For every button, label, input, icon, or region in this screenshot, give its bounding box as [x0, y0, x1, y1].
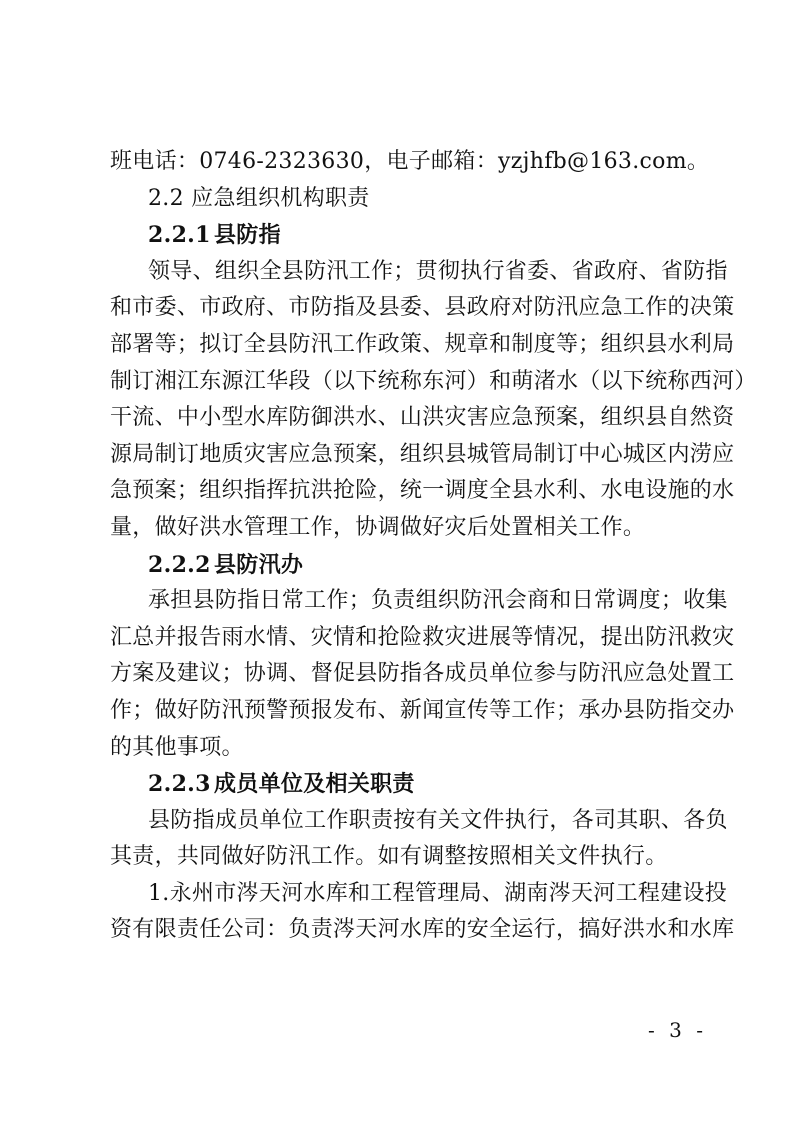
paragraph-line: 干流、中小型水库防御洪水、山洪灾害应急预案，组织县自然资 — [110, 405, 735, 431]
page-content — [110, 144, 757, 949]
subsection-title: 成员单位及相关职责 — [214, 771, 415, 798]
subsection-heading-2-2-3 — [110, 766, 695, 803]
paragraph-line: 1.永州市涔天河水库和工程管理局、湖南涔天河工程建设投 — [148, 880, 728, 906]
paragraph-line: 源局制订地质灾害应急预案，组织县城管局制订中心城区内涝应 — [110, 441, 735, 467]
section-heading-2-2: 2.2 应急组织机构职责 — [148, 185, 370, 211]
paragraph-line: 部署等；拟订全县防汛工作政策、规章和制度等；组织县水利局 — [110, 331, 735, 357]
subsection-number: 2.2.2 — [148, 551, 211, 578]
paragraph-line: 县防指成员单位工作职责按有关文件执行，各司其职、各负 — [148, 807, 728, 833]
contact-line: 班电话：0746-2323630，电子邮箱：yzjhfb@163.com。 — [110, 149, 710, 174]
paragraph-line: 作；做好防汛预警预报发布、新闻宣传等工作；承办县防指交办 — [110, 697, 735, 723]
paragraph-line: 承担县防指日常工作；负责组织防汛会商和日常调度；收集 — [148, 588, 728, 614]
paragraph-line: 的其他事项。 — [110, 734, 244, 760]
subsection-heading-2-2-2 — [110, 547, 695, 584]
paragraph-line: 方案及建议；协调、督促县防指各成员单位参与防汛应急处置工 — [110, 661, 735, 687]
subsection-title: 县防汛办 — [214, 551, 304, 578]
page-number: - 3 - — [648, 1018, 707, 1042]
subsection-title: 县防指 — [214, 222, 281, 249]
paragraph-line: 制订湘江东源江华段（以下统称东河）和萌渚水（以下统称西河） — [110, 368, 757, 394]
subsection-heading-2-2-1 — [110, 217, 695, 254]
paragraph-line: 其责，共同做好防汛工作。如有调整按照相关文件执行。 — [110, 844, 668, 870]
paragraph-line: 和市委、市政府、市防指及县委、县政府对防汛应急工作的决策 — [110, 295, 735, 321]
subsection-number: 2.2.1 — [148, 222, 211, 249]
paragraph-line: 急预案；组织指挥抗洪抢险，统一调度全县水利、水电设施的水 — [110, 478, 735, 504]
paragraph-line: 量，做好洪水管理工作，协调做好灾后处置相关工作。 — [110, 514, 646, 540]
paragraph-line: 资有限责任公司：负责涔天河水库的安全运行，搞好洪水和水库 — [110, 917, 735, 943]
subsection-number: 2.2.3 — [148, 771, 211, 798]
paragraph-line: 汇总并报告雨水情、灾情和抢险救灾进展等情况，提出防汛救灾 — [110, 624, 735, 650]
paragraph-line: 领导、组织全县防汛工作；贯彻执行省委、省政府、省防指 — [148, 258, 728, 284]
